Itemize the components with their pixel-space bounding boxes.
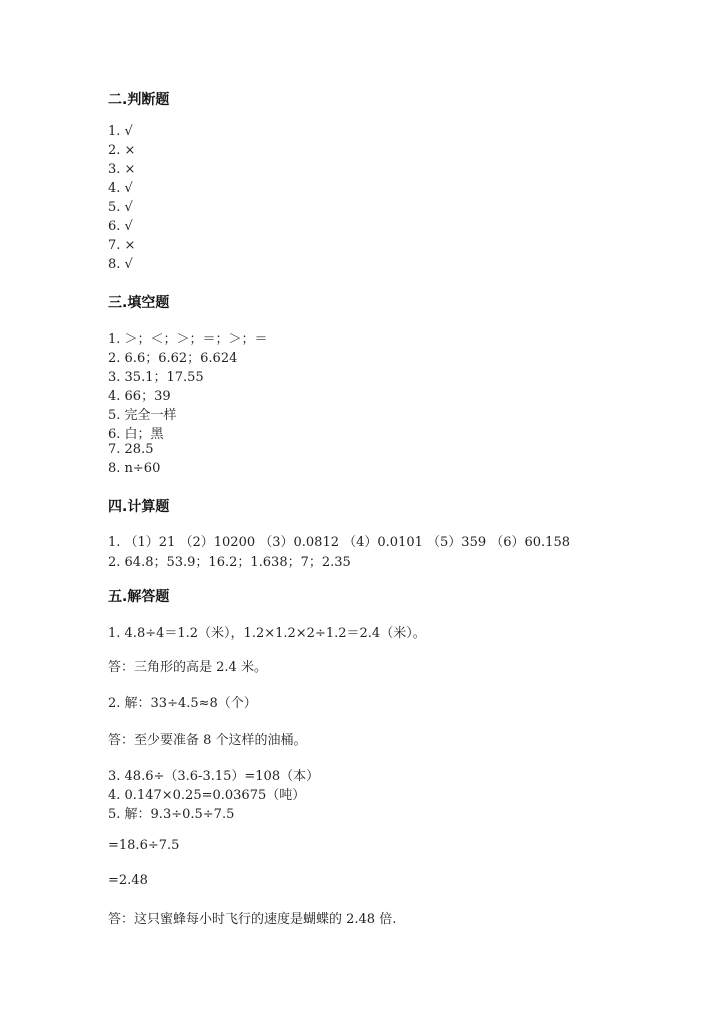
solve-reply-5: 答：这只蜜蜂每小时飞行的速度是蝴蝶的 2.48 倍. [108,912,397,927]
judge-answer-6: 6. √ [108,219,133,234]
judge-answer-2: 2. × [108,143,136,158]
solve-answer-5: 5. 解：9.3÷0.5÷7.5 [108,807,235,822]
fill-answer-4: 4. 66；39 [108,389,171,404]
solve-answer-3: 3. 48.6÷（3.6-3.15）=108（本） [108,769,320,784]
section-title-judge: 二.判断题 [108,92,170,108]
judge-answer-3: 3. × [108,162,136,177]
section-title-fill: 三.填空题 [108,295,170,311]
fill-answer-5: 5. 完全一样 [108,408,177,423]
solve-answer-4: 4. 0.147×0.25=0.03675（吨） [108,788,306,803]
solve-answer-1: 1. 4.8÷4＝1.2（米），1.2×1.2×2÷1.2＝2.4（米）。 [108,626,426,641]
fill-answer-1: 1. ＞；＜；＞；＝；＞；＝ [108,332,268,347]
solve-answer-2: 2. 解：33÷4.5≈8（个） [108,696,257,711]
judge-answer-8: 8. √ [108,257,133,272]
judge-answer-7: 7. × [108,238,136,253]
calc-answer-1: 1. （1）21 （2）10200 （3）0.0812 （4）0.0101 （5）359 （6）60.158 [108,535,570,550]
judge-answer-1: 1. √ [108,124,133,139]
judge-answer-5: 5. √ [108,200,133,215]
fill-answer-7: 7. 28.5 [108,442,154,457]
calc-answer-2: 2. 64.8；53.9；16.2；1.638；7；2.35 [108,555,351,570]
fill-answer-2: 2. 6.6；6.62；6.624 [108,351,238,366]
solve-step-2: =2.48 [108,873,148,888]
section-title-solve: 五.解答题 [108,589,170,605]
solve-reply-2: 答：至少要准备 8 个这样的油桶。 [108,733,307,748]
fill-answer-6: 6. 白；黑 [108,427,164,442]
fill-answer-3: 3. 35.1；17.55 [108,370,204,385]
section-title-calc: 四.计算题 [108,499,170,515]
solve-step-1: =18.6÷7.5 [108,838,180,853]
solve-reply-1: 答：三角形的高是 2.4 米。 [108,660,267,675]
fill-answer-8: 8. n÷60 [108,461,161,476]
judge-answer-4: 4. √ [108,181,133,196]
